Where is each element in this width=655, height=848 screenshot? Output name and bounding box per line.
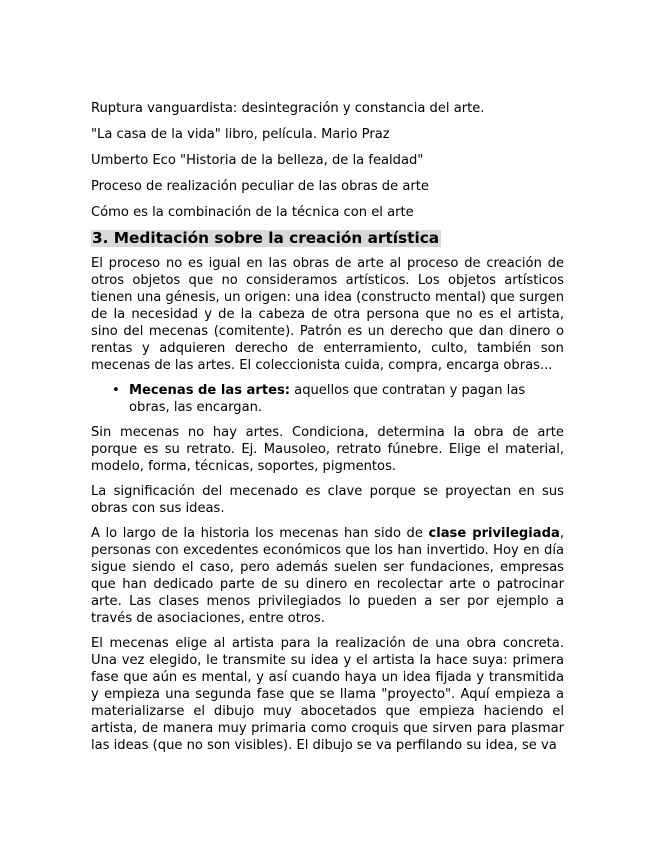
note-line: Umberto Eco "Historia de la belleza, de la fealdad" bbox=[91, 153, 424, 168]
bullet-text: aquellos que contratan y pagan las obras, las encargan. bbox=[129, 383, 526, 415]
bullet-term: Mecenas de las artes: bbox=[129, 383, 291, 398]
paragraph: La significación del mecenado es clave porque se proyectan en sus obras con sus ideas. bbox=[91, 484, 564, 516]
emphasis-text: clase privilegiada bbox=[428, 526, 560, 541]
section-heading: 3. Meditación sobre la creación artística bbox=[92, 229, 440, 247]
paragraph: El proceso no es igual en las obras de arte al proceso de creación de otros objetos que no consideramos artísticos. Los objetos artísticos tienen una génesis, un origen: una idea (constructo mental) que surgen de la necesidad y de la cabeza de otra persona que no es el artista, sino del mecenas (comitente). Patrón es un derecho que dan dinero o rentas y adquieren derecho de enterramiento, culto, también son mecenas de las artes. El coleccionista cuida, compra, encarga obras... bbox=[91, 256, 564, 373]
bullet-list bbox=[91, 382, 564, 416]
paragraph: El mecenas elige al artista para la realización de una obra concreta. Una vez elegido, le transmite su idea y el artista la hace suya: primera fase que aún es mental, y así cuando haya un idea fijada y transmitida y empieza una segunda fase que se llama "proyecto". Aquí empieza a materializarse el dibujo muy abocetados que empieza haciendo el artista, de manera muy primaria como croquis que sirven para plasmar las ideas (que no son visibles). El dibujo se va perfilando su idea, se va bbox=[91, 636, 564, 753]
bullet-icon: • bbox=[112, 383, 120, 398]
list-item bbox=[91, 382, 564, 416]
paragraph-text: , personas con excedentes económicos que los han invertido. Hoy en día sigue siendo el caso, pero además suelen ser fundaciones, empresas que han dedicado parte de su dinero en recolectar arte o patrocinar arte. Las clases menos privilegiados lo pueden a ser por ejemplo a través de asociaciones, entre otros. bbox=[91, 526, 564, 626]
note-line: "La casa de la vida" libro, película. Mario Praz bbox=[91, 127, 390, 142]
document-page bbox=[91, 100, 564, 762]
note-line: Ruptura vanguardista: desintegración y constancia del arte. bbox=[91, 101, 485, 116]
paragraph-text: A lo largo de la historia los mecenas han sido de bbox=[91, 526, 429, 541]
note-line: Cómo es la combinación de la técnica con el arte bbox=[91, 205, 414, 220]
note-line: Proceso de realización peculiar de las obras de arte bbox=[91, 179, 429, 194]
paragraph bbox=[91, 525, 564, 627]
paragraph: Sin mecenas no hay artes. Condiciona, determina la obra de arte porque es su retrato. Ej. Mausoleo, retrato fúnebre. Elige el material, modelo, forma, técnicas, soportes, pigmentos. bbox=[91, 425, 564, 474]
